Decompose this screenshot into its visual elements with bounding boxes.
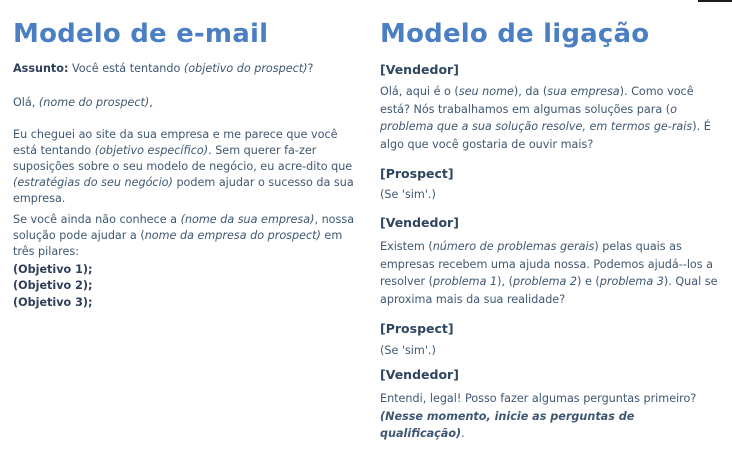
prospect-line-1: (Se 'sim'.) [380, 188, 436, 201]
t1-text-b: ), da ( [513, 85, 548, 98]
greeting-end: , [149, 96, 153, 109]
subject-label: Assunto: [13, 62, 69, 75]
t1-placeholder-3: o problema que a sua solução resolve, em termos ge-rais [380, 102, 693, 133]
subject-placeholder: (objetivo do prospect) [183, 62, 308, 75]
p1-text-b: . Sem querer fa-zer suposições sobre o seu modelo de negócio, eu acre-dito que [13, 144, 353, 173]
p1-placeholder-2: (estratégias do seu negócio) [13, 176, 173, 189]
t3-text-a: Existem ( [380, 240, 433, 253]
vendedor-line-3 [380, 390, 722, 443]
t3-text-c: ), ( [497, 275, 513, 288]
email-subject-line [13, 61, 358, 77]
t3-placeholder-4: problema 3 [599, 275, 664, 288]
t1-text-a: Olá, aqui é o ( [380, 85, 459, 98]
t5-end: . [461, 427, 465, 440]
vendedor-line-1 [380, 83, 722, 153]
p1-placeholder-1: (objetivo específico) [94, 144, 209, 157]
pillar-1: (Objetivo 1); [13, 263, 93, 276]
t1-text-d: ). É algo que você gostaria de ouvir mais? [380, 120, 711, 151]
p2-text-a: Se você ainda não conhece a [13, 213, 181, 226]
t5-text: Entendi, legal! Posso fazer algumas perguntas primeiro? [380, 392, 697, 405]
t1-placeholder-2: sua empresa [547, 85, 620, 98]
p2-text-c: em três pilares: [13, 229, 343, 258]
t3-placeholder-1: número de problemas gerais [432, 240, 595, 253]
pillar-2: (Objetivo 2); [13, 279, 93, 292]
speaker-prospect-2: [Prospect] [380, 321, 454, 336]
t3-text-b: ) pelas quais as empresas recebem uma ajuda nossa. Podemos ajudá--los a resolver ( [380, 240, 714, 288]
speaker-vendedor-3: [Vendedor] [380, 367, 459, 382]
t3-placeholder-2: problema 1 [433, 275, 498, 288]
t1-placeholder-1: seu nome [458, 85, 514, 98]
vendedor-line-2 [380, 238, 722, 308]
top-edge-bar [698, 0, 732, 2]
p2-placeholder-1: (nome da sua empresa) [180, 213, 315, 226]
p1-text-c: podem ajudar o sucesso da sua empresa. [13, 176, 354, 205]
t1-text-c: ). Como você está? Nós trabalhamos em algumas soluções para ( [380, 85, 694, 116]
email-greeting [13, 95, 358, 111]
t3-placeholder-3: problema 2 [512, 275, 578, 288]
p2-text-b: , nossa solução pode ajudar a ( [13, 213, 355, 242]
t3-text-d: ) e ( [577, 275, 600, 288]
call-template-title: Modelo de ligação [380, 19, 650, 49]
email-body-paragraph-2 [13, 212, 358, 260]
subject-text: Você está tentando [68, 62, 184, 75]
greeting-text: Olá, [13, 96, 39, 109]
p1-text-a: Eu cheguei ao site da sua empresa e me parece que você está tentando [13, 128, 338, 157]
speaker-vendedor-2: [Vendedor] [380, 215, 459, 230]
t5-note: (Nesse momento, inicie as perguntas de qualificação) [380, 409, 635, 440]
t3-text-e: ). Qual se aproxima mais da sua realidade? [380, 275, 718, 306]
prospect-line-2: (Se 'sim'.) [380, 344, 436, 357]
email-body-paragraph-1 [13, 127, 358, 207]
subject-end: ? [307, 62, 314, 75]
greeting-placeholder: (nome do prospect) [38, 96, 150, 109]
email-template-title: Modelo de e-mail [13, 19, 269, 49]
speaker-vendedor-1: [Vendedor] [380, 62, 459, 77]
p2-placeholder-2: nome da empresa do prospect) [144, 229, 321, 242]
speaker-prospect-1: [Prospect] [380, 166, 454, 181]
pillar-3: (Objetivo 3); [13, 296, 93, 309]
